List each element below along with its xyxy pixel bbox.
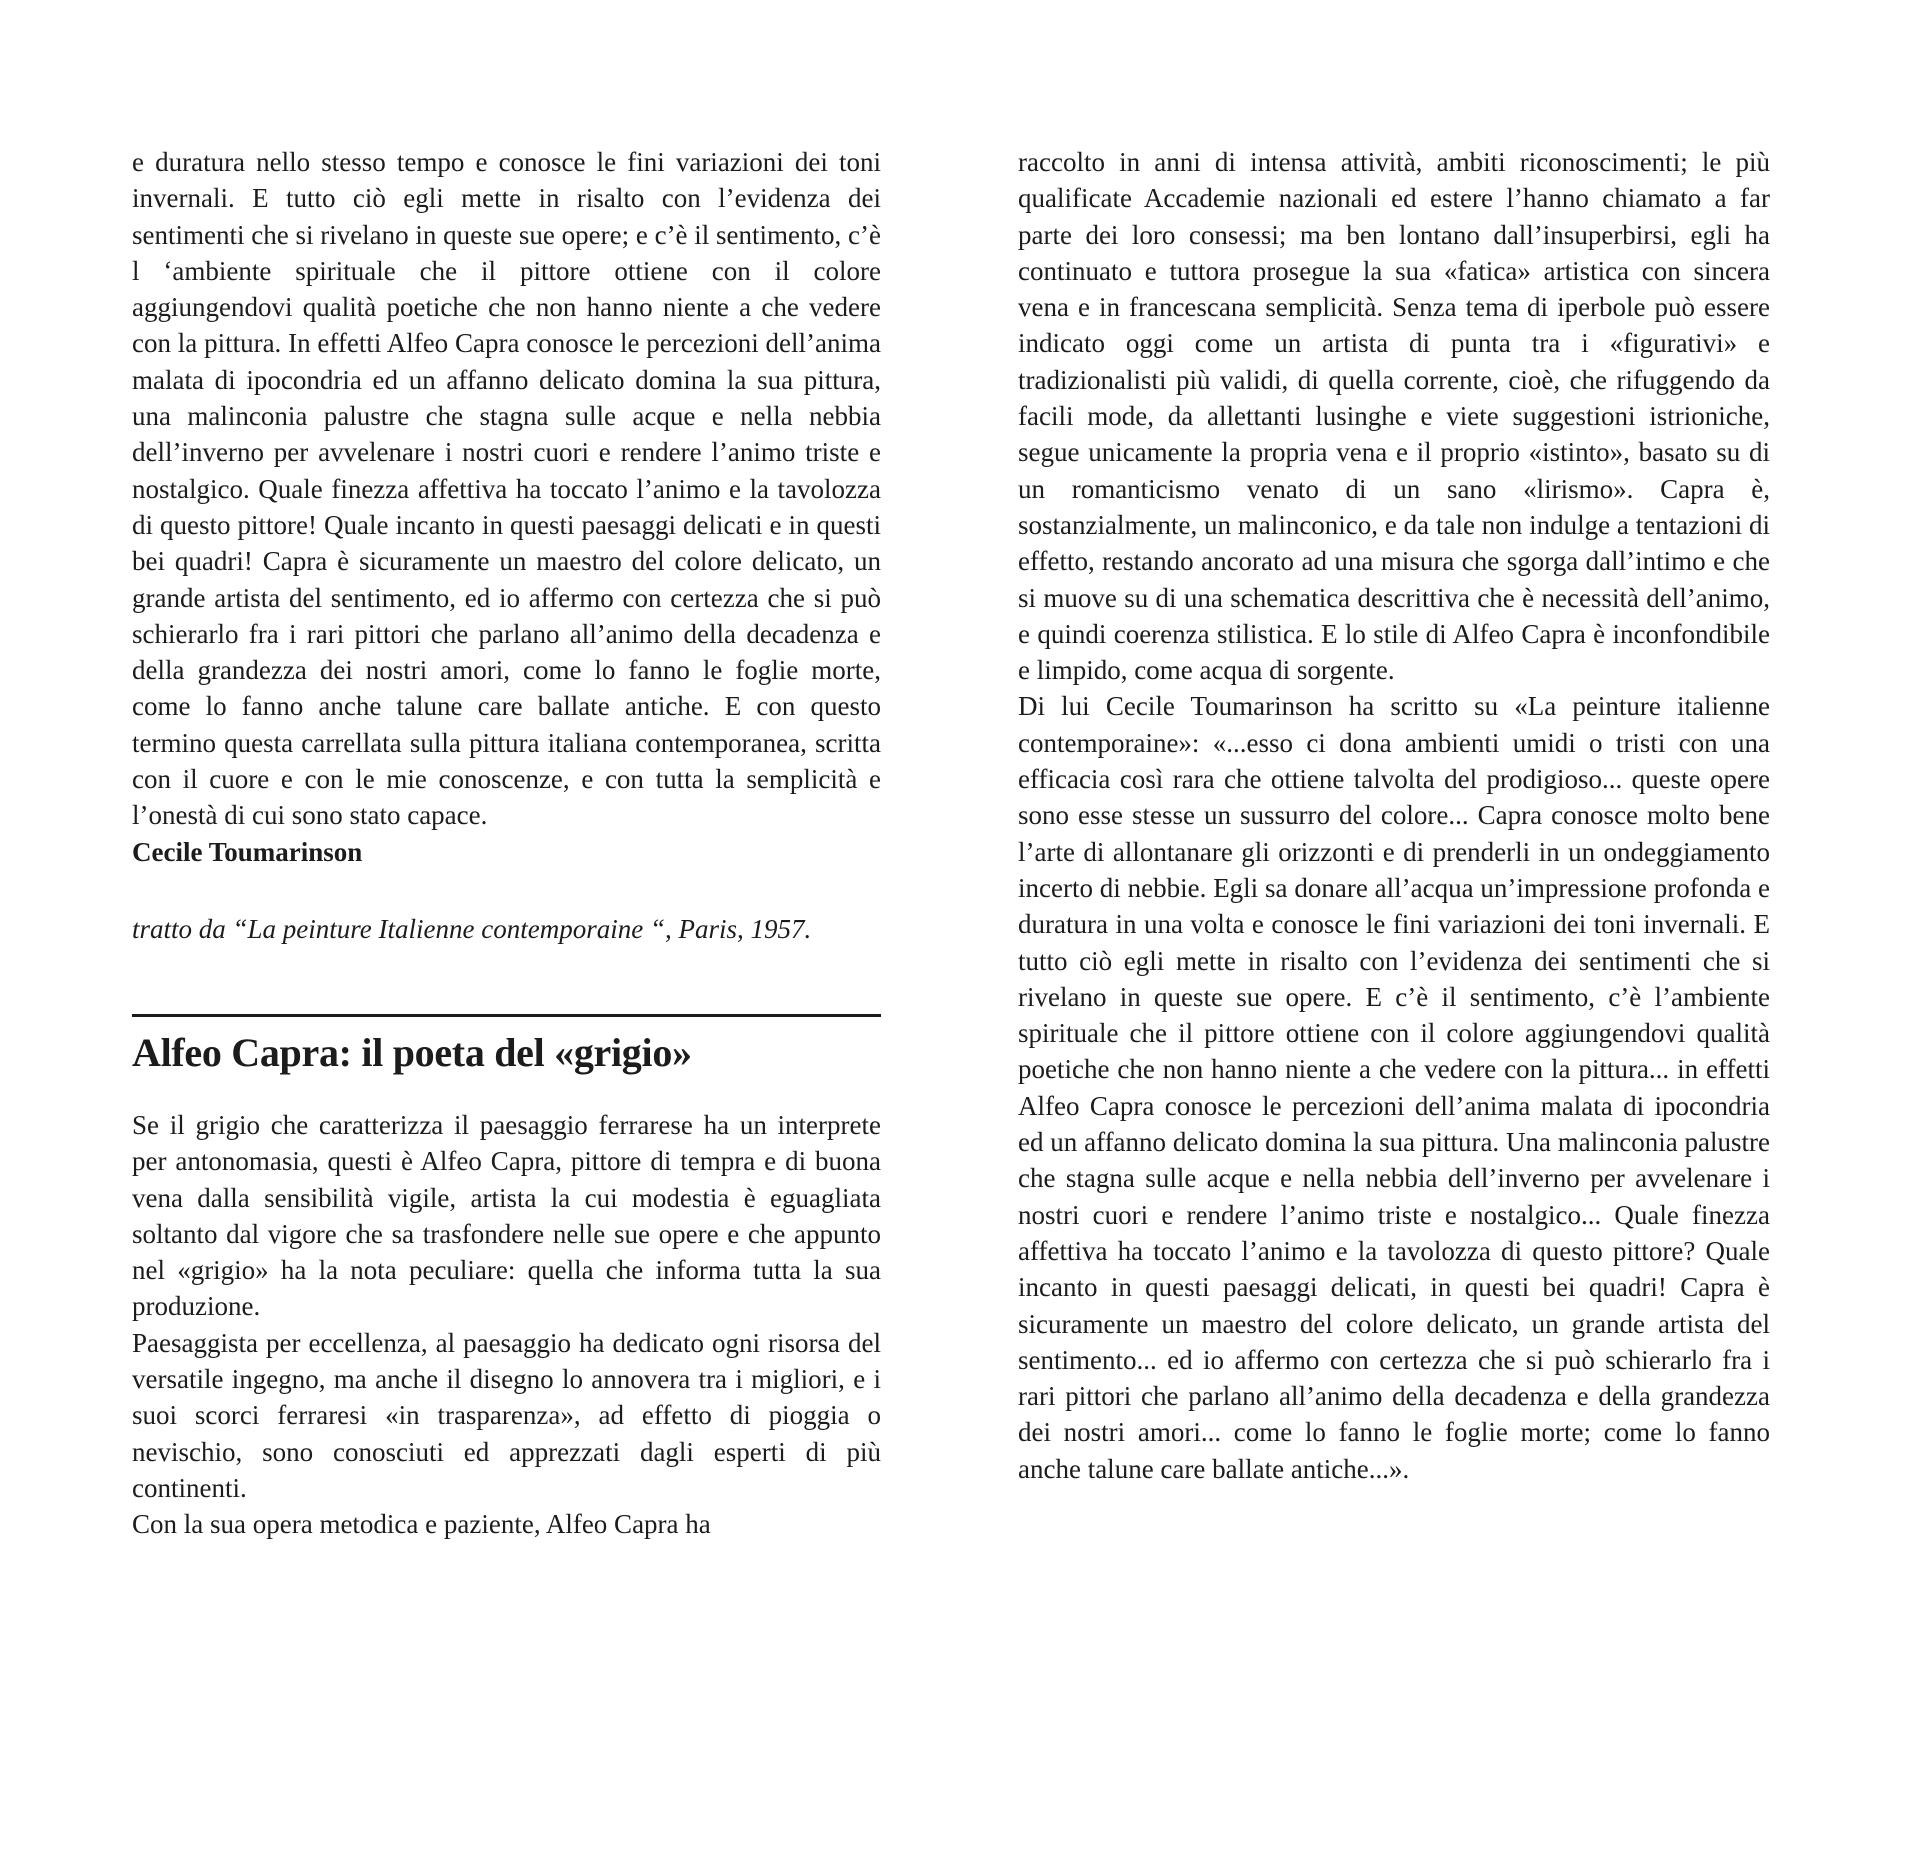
section-paragraph: Se il grigio che caratterizza il paesaggio ferrarese ha un interprete per antonomasia, questi è Alfeo Capra, pittore di tempra e di buona vena dalla sensibilità vigile, artista la cui modestia è eguagliata soltanto dal vigore che sa trasfondere nelle sue opere e che appunto nel «grigio» ha la nota peculiare: quella che informa tutta la sua produzione. [132, 1109, 881, 1322]
intro-paragraph: e duratura nello stesso tempo e conosce le fini variazioni dei toni invernali. E tutto ciò egli mette in risalto con l’evidenza dei sentimenti che si rivelano in queste sue opere; e c’è il sentimento, c’è l ‘ambiente spirituale che il pittore ottiene con il colore aggiungendovi qualità poetiche che non hanno niente a che vedere con la pittura. In effetti Alfeo Capra conosce le percezioni dell’anima malata di ipocondria ed un affanno delicato domina la sua pittura, una malinconia palustre che stagna sulle acque e nella nebbia dell’inverno per avvelenare i nostri cuori e rendere l’animo triste e nostalgico. Quale finezza affettiva ha toccato l’animo e la tavolozza di questo pittore! Quale incanto in questi paesaggi delicati e in questi bei quadri! Capra è sicuramente un maestro del colore delicato, un grande artista del sentimento, ed io affermo con certezza che si può schierarlo fra i rari pittori che parlano all’animo della decadenza e della grandezza dei nostri amori, come lo fanno le foglie morte, come lo fanno anche talune care ballate antiche. E con questo termino questa carrellata sulla pittura italiana contemporanea, scritta con il cuore e con le mie conoscenze, e con tutta la semplicità e l’onestà di cui sono stato capace. [132, 147, 881, 831]
body-paragraph: raccolto in anni di intensa attività, ambiti riconoscimenti; le più qualificate Accademie nazionali ed estere l’hanno chiamato a far parte dei loro consessi; ma ben lontano dall’insuperbirsi, egli ha continuato e tuttora prosegue la sua «fatica» artistica con sincera vena e in francescana semplicità. Senza tema di iperbole può essere indicato oggi come un artista di punta tra i «figurativi» e tradizionalisti più validi, di quella corrente, cioè, che rifuggendo da facili mode, da allettanti lusinghe e viete suggestioni istrioniche, segue unicamente la propria vena e il proprio «istinto», basato su di un romanticismo venato di un sano «lirismo». Capra è, sostanzialmente, un malinconico, e da tale non indulge a tentazioni di effetto, restando ancorato ad una misura che sgorga dall’intimo e che si muove su di una schematica descrittiva che è necessità dell’animo, e quindi coerenza stilistica. E lo stile di Alfeo Capra è inconfondibile e limpido, come acqua di sorgente. [1018, 147, 1770, 686]
right-column [1018, 144, 1770, 1487]
left-column [132, 144, 881, 1543]
source-citation: tratto da “La peinture Italienne contemporaine “, Paris, 1957. [132, 913, 812, 944]
section-paragraph: Con la sua opera metodica e paziente, Alfeo Capra ha [132, 1509, 711, 1540]
author-signature: Cecile Toumarinson [132, 836, 363, 867]
section-divider [132, 1014, 881, 1017]
quote-paragraph: Di lui Cecile Toumarinson ha scritto su «La peinture italienne contemporaine»: «...esso ci dona ambienti umidi o tristi con una efficacia così rara che ottiene talvolta del prodigioso... queste opere sono esse stesse un sussurro del colore... Capra conosce molto bene l’arte di allontanare gli orizzonti e di prenderli in un ondeggiamento incerto di nebbie. Egli sa donare all’acqua un’impressione profonda e duratura in una volta e conosce le fini variazioni dei toni invernali. E tutto ciò egli mette in risalto con l’evidenza dei sentimenti che si rivelano in queste sue opere. E c’è il sentimento, c’è l’ambiente spirituale che il pittore ottiene con il colore aggiungendovi qualità poetiche che non hanno niente a che vedere con la pittura... in effetti Alfeo Capra conosce le percezioni dell’anima malata di ipocondria ed un affanno delicato domina la sua pittura. Una malinconia palustre che stagna sulle acque e nella nebbia dell’inverno per avvelenare i nostri cuori e rendere l’animo triste e nostalgico... Quale finezza affettiva ha toccato l’animo e la tavolozza di questo pittore? Quale incanto in questi paesaggi delicati, in questi bei quadri! Capra è sicuramente un maestro del colore delicato, un grande artista del sentimento... ed io affermo con certezza che si può schierarlo fra i rari pittori che parlano all’animo della decadenza e della grandezza dei nostri amori... come lo fanno le foglie morte; come lo fanno anche talune care ballate antiche...». [1018, 691, 1770, 1484]
section-title: Alfeo Capra: il poeta del «grigio» [132, 1029, 692, 1075]
section-paragraph: Paesaggista per eccellenza, al paesaggio ha dedicato ogni risorsa del versatile ingegno, ma anche il disegno lo annovera tra i migliori, e i suoi scorci ferraresi «in trasparenza», ad effetto di pioggia o nevischio, sono conosciuti ed apprezzati dagli esperti di più continenti. [132, 1327, 881, 1503]
